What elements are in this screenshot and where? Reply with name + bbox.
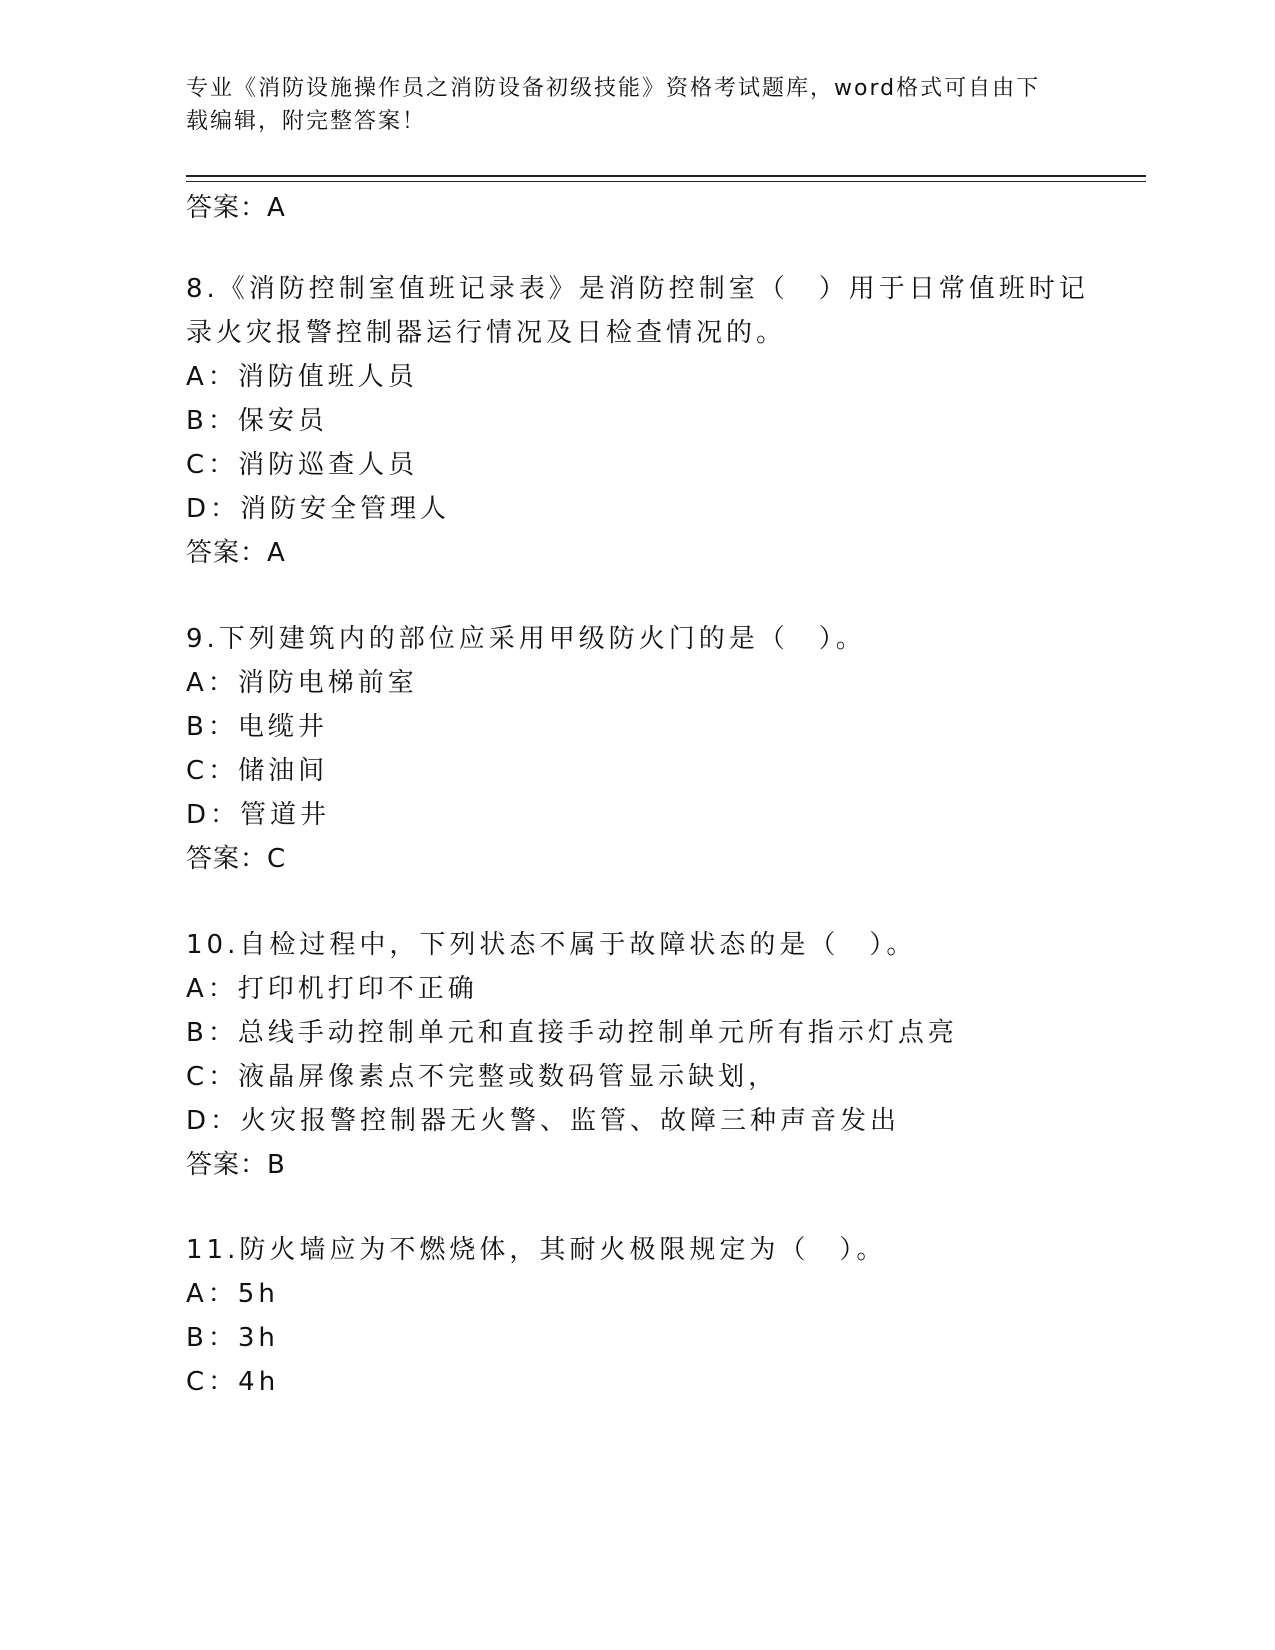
option-c: C：消防巡查人员 bbox=[186, 450, 419, 480]
option-b: B：3h bbox=[186, 1323, 279, 1353]
option-a: A：5h bbox=[186, 1279, 279, 1309]
option-b: B：保安员 bbox=[186, 406, 328, 436]
option-d: D：管道井 bbox=[186, 800, 331, 830]
option-c: C：储油间 bbox=[186, 756, 329, 786]
option-d: D：消防安全管理人 bbox=[186, 494, 451, 524]
document-header bbox=[186, 72, 1066, 138]
answer-label: 答案：B bbox=[186, 1150, 286, 1180]
option-b: B：电缆井 bbox=[186, 712, 328, 742]
question-stem-line: 9.下列建筑内的部位应采用甲级防火门的是（ ）。 bbox=[186, 624, 866, 654]
header-divider-thick bbox=[186, 175, 1146, 177]
option-a: A：打印机打印不正确 bbox=[186, 974, 478, 1004]
header-line-2: 载编辑，附完整答案！ bbox=[186, 109, 427, 134]
previous-answer: 答案：A bbox=[186, 193, 286, 223]
option-a: A：消防值班人员 bbox=[186, 362, 418, 392]
answer-label: 答案：C bbox=[186, 844, 287, 874]
header-line-1: 专业《消防设施操作员之消防设备初级技能》资格考试题库，word格式可自由下 bbox=[186, 76, 1041, 101]
option-c: C：液晶屏像素点不完整或数码管显示缺划， bbox=[186, 1062, 779, 1092]
option-d: D：火灾报警控制器无火警、监管、故障三种声音发出 bbox=[186, 1106, 901, 1136]
answer-label: 答案：A bbox=[186, 538, 286, 568]
question-stem-line: 8.《消防控制室值班记录表》是消防控制室（ ）用于日常值班时记 bbox=[186, 274, 1089, 304]
header-divider-thin bbox=[186, 181, 1146, 182]
question-stem-line: 11.防火墙应为不燃烧体，其耐火极限规定为（ ）。 bbox=[186, 1235, 887, 1265]
option-b: B：总线手动控制单元和直接手动控制单元所有指示灯点亮 bbox=[186, 1018, 958, 1048]
question-stem-line: 录火灾报警控制器运行情况及日检查情况的。 bbox=[186, 318, 787, 348]
question-stem-line: 10.自检过程中，下列状态不属于故障状态的是（ ）。 bbox=[186, 930, 917, 960]
option-a: A：消防电梯前室 bbox=[186, 668, 418, 698]
option-c: C：4h bbox=[186, 1367, 280, 1397]
